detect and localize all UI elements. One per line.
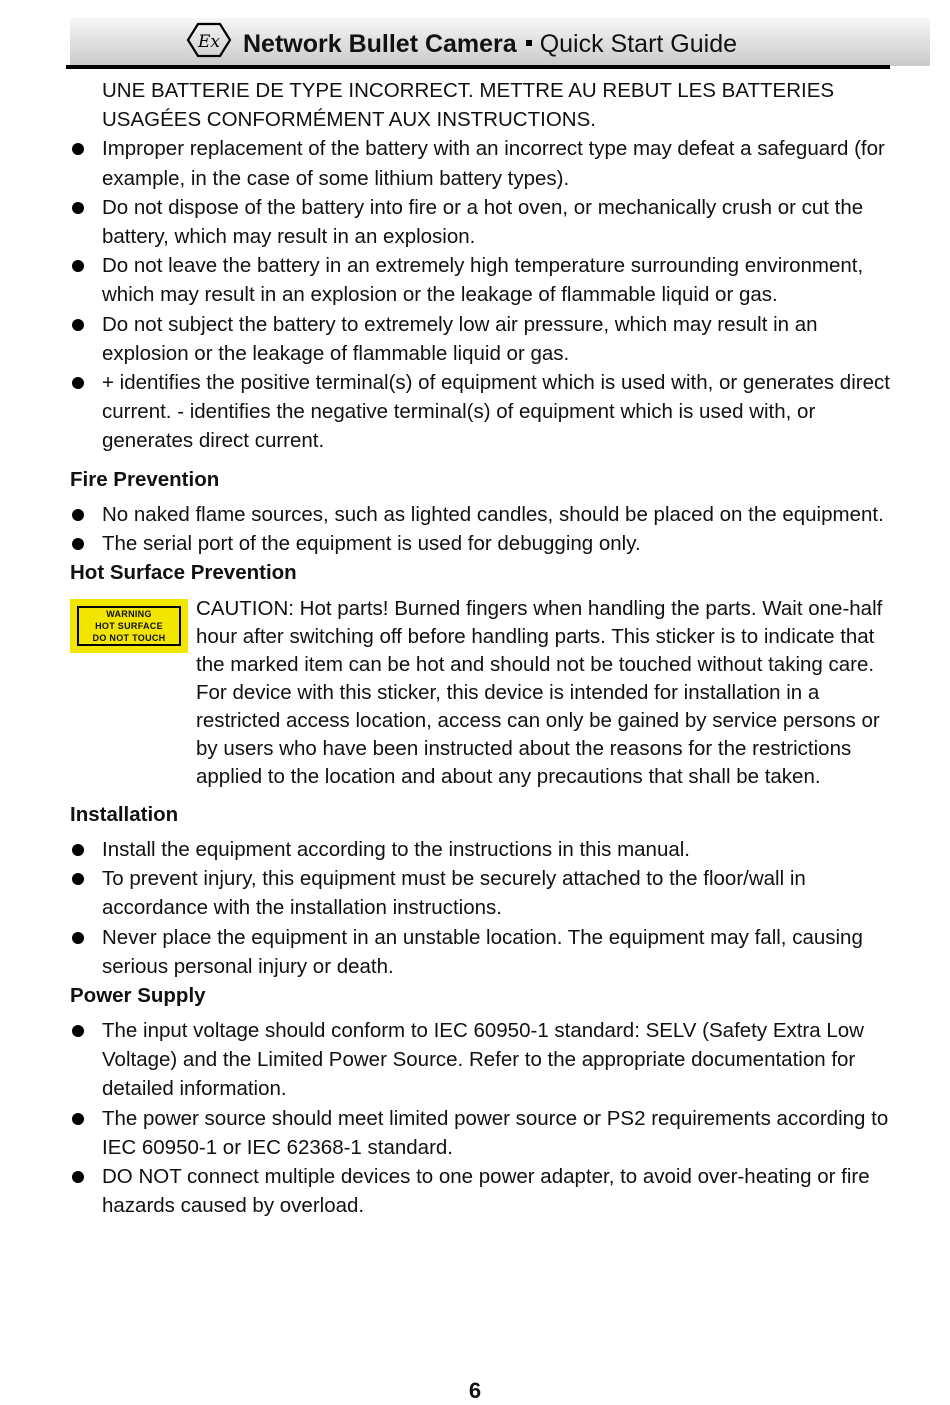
title-separator-dot (526, 40, 532, 46)
ex-hexagon-icon (186, 22, 232, 58)
header-rule (66, 65, 890, 69)
sticker-line: HOT SURFACE (95, 621, 163, 632)
page-number: 6 (468, 1378, 482, 1403)
battery-continuation: UNE BATTERIE DE TYPE INCORRECT. METTRE AU REBUT LES BATTERIES USAGÉES CONFORMÉMENT AUX INSTRUCTIONS. (102, 79, 835, 132)
sticker-line: WARNING (106, 609, 152, 620)
hot-surface-warning-sticker (70, 599, 188, 653)
list-item: The serial port of the equipment is used for debugging only. (70, 529, 890, 558)
installation-list (70, 835, 890, 981)
list-item: Improper replacement of the battery with an incorrect type may defeat a safeguard (for example, in the case of some lithium battery types). (70, 134, 890, 192)
hot-surface-heading: Hot Surface Prevention (70, 561, 297, 585)
fire-prevention-heading: Fire Prevention (70, 467, 220, 491)
list-item: DO NOT connect multiple devices to one power adapter, to avoid over-heating or fire hazards caused by overload. (70, 1162, 890, 1220)
list-item: The input voltage should conform to IEC 60950-1 standard: SELV (Safety Extra Low Voltage) and the Limited Power Source. Refer to the appropriate documentation for detailed information. (70, 1016, 890, 1104)
list-item: Never place the equipment in an unstable location. The equipment may fall, causing serious personal injury or death. (70, 923, 890, 981)
power-list (70, 1016, 890, 1220)
hot-surface-section (70, 595, 890, 791)
installation-heading: Installation (70, 803, 179, 827)
list-item: Install the equipment according to the instructions in this manual. (70, 835, 890, 864)
list-item: Do not leave the battery in an extremely high temperature surrounding environment, which may result in an explosion or the leakage of flammable liquid or gas. (70, 251, 890, 309)
fire-list (70, 500, 890, 558)
product-name: Network Bullet Camera (243, 30, 517, 58)
sticker-line: DO NOT TOUCH (92, 633, 166, 644)
list-item: + identifies the positive terminal(s) of equipment which is used with, or generates direct current. - identifies the negative terminal(s) of equipment which is used with, or generates direct current. (70, 368, 890, 456)
guide-name: Quick Start Guide (539, 30, 738, 58)
list-item: Do not subject the battery to extremely low air pressure, which may result in an explosion or the leakage of flammable liquid or gas. (70, 310, 890, 368)
list-item: No naked flame sources, such as lighted candles, should be placed on the equipment. (70, 500, 890, 529)
power-supply-heading: Power Supply (70, 984, 206, 1008)
caution-text: CAUTION: Hot parts! Burned fingers when handling the parts. Wait one-half hour after switching off before handling parts. This sticker is to indicate that the marked item can be hot and should not be touched without taking care. For device with this sticker, this device is intended for installation in a restricted access location, access can only be gained by service persons or by users who have been instructed about the reasons for the restrictions applied to the location and about any precautions that shall be taken. (196, 597, 883, 789)
battery-list (70, 134, 890, 455)
page-content (70, 76, 890, 1220)
list-item: To prevent injury, this equipment must be securely attached to the floor/wall in accordance with the installation instructions. (70, 864, 890, 922)
list-item: Do not dispose of the battery into fire or a hot oven, or mechanically crush or cut the battery, which may result in an explosion. (70, 193, 890, 251)
header-title (243, 28, 737, 60)
list-item: The power source should meet limited power source or PS2 requirements according to IEC 60950-1 or IEC 62368-1 standard. (70, 1104, 890, 1162)
ex-logo-text: Ex (198, 32, 220, 52)
